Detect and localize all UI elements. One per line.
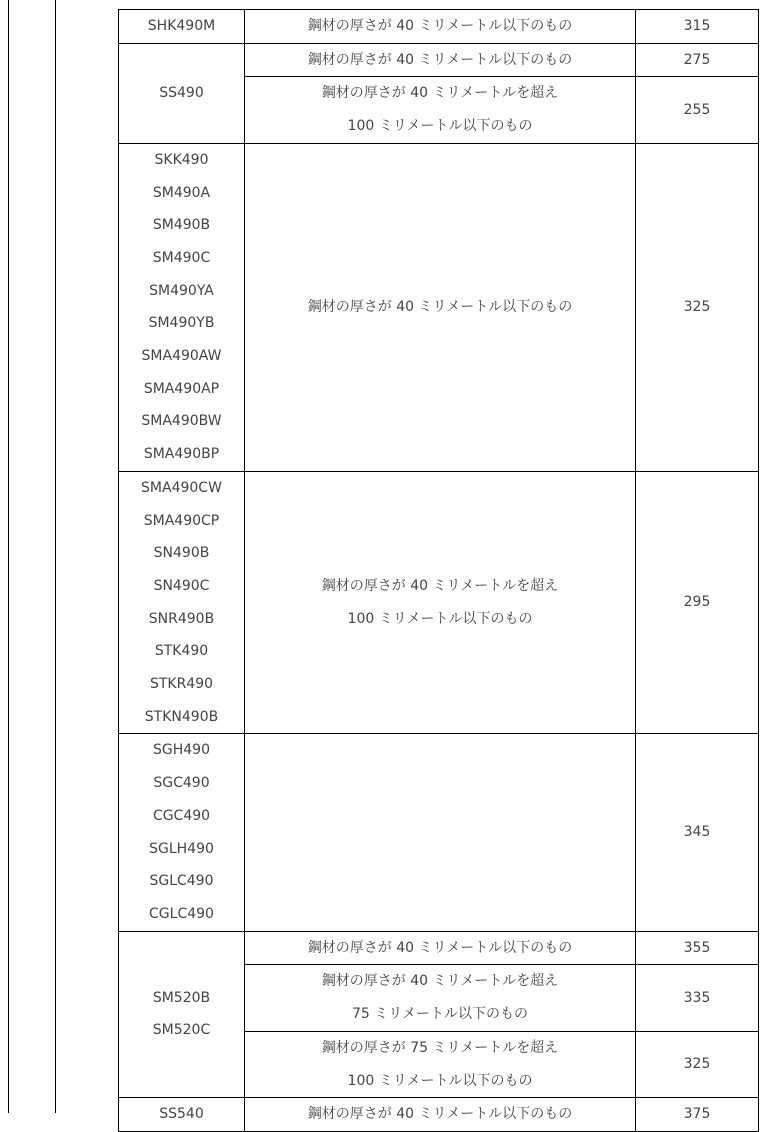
condition-cell bbox=[245, 471, 636, 734]
grade-name: SGLC490 bbox=[149, 873, 214, 890]
grade-name: SMA490BW bbox=[141, 413, 222, 430]
condition-cell bbox=[245, 77, 636, 143]
inner-left-border bbox=[55, 0, 56, 1113]
table-row bbox=[119, 143, 759, 471]
grade-name: SMA490BP bbox=[143, 446, 220, 463]
grade-name: SGC490 bbox=[153, 775, 210, 792]
grade-name: SMA490CW bbox=[141, 479, 222, 496]
condition-cell bbox=[245, 734, 636, 931]
grade-name: STK490 bbox=[154, 643, 209, 660]
condition-cell: 鋼材の厚さが 40 ミリメートル以下のもの bbox=[245, 10, 636, 44]
grade-name: SM520B bbox=[152, 989, 211, 1006]
grade-name: STKN490B bbox=[144, 708, 219, 725]
grade-name: SMA490CP bbox=[143, 512, 220, 529]
condition-line: 100 ミリメートル以下のもの bbox=[347, 118, 533, 135]
grade-name: SKK490 bbox=[154, 151, 209, 168]
condition-cell bbox=[245, 1031, 636, 1097]
grade-name: SM490A bbox=[152, 184, 211, 201]
grade-name: STKR490 bbox=[149, 676, 214, 693]
grade-name: SN490B bbox=[153, 545, 210, 562]
condition-line: 鋼材の厚さが 40 ミリメートルを超え bbox=[321, 85, 559, 102]
table-row bbox=[119, 931, 759, 965]
grade-name: SMA490AW bbox=[141, 348, 222, 365]
grade-cell: SS490 bbox=[119, 43, 245, 143]
table-row bbox=[119, 10, 759, 44]
grade-cell: SS540 bbox=[119, 1098, 245, 1132]
outer-left-border bbox=[8, 0, 9, 1113]
value-cell: 295 bbox=[636, 471, 759, 734]
value-cell: 315 bbox=[636, 10, 759, 44]
grade-name: SM490YA bbox=[149, 282, 214, 299]
condition-cell: 鋼材の厚さが 40 ミリメートル以下のもの bbox=[245, 143, 636, 471]
table-row bbox=[119, 471, 759, 734]
table-row bbox=[119, 43, 759, 77]
grade-name: SM490YB bbox=[148, 315, 215, 332]
grade-cell: SHK490M bbox=[119, 10, 245, 44]
condition-line: 鋼材の厚さが 75 ミリメートルを超え bbox=[321, 1039, 559, 1056]
table-row bbox=[119, 734, 759, 931]
steel-strength-table bbox=[118, 9, 759, 1132]
value-cell: 345 bbox=[636, 734, 759, 931]
value-cell: 325 bbox=[636, 1031, 759, 1097]
grade-name: SNR490B bbox=[148, 610, 215, 627]
grade-cell bbox=[119, 471, 245, 734]
value-cell: 325 bbox=[636, 143, 759, 471]
value-cell: 255 bbox=[636, 77, 759, 143]
grade-name: CGC490 bbox=[152, 807, 211, 824]
condition-cell: 鋼材の厚さが 40 ミリメートル以下のもの bbox=[245, 1098, 636, 1132]
condition-line: 75 ミリメートル以下のもの bbox=[352, 1006, 528, 1023]
grade-name: SM490C bbox=[152, 249, 211, 266]
condition-cell: 鋼材の厚さが 40 ミリメートル以下のもの bbox=[245, 931, 636, 965]
grade-name: SGLH490 bbox=[149, 840, 214, 857]
condition-line: 100 ミリメートル以下のもの bbox=[347, 1072, 533, 1089]
grade-name: CGLC490 bbox=[149, 905, 214, 922]
grade-name: SM490B bbox=[152, 217, 211, 234]
condition-line: 鋼材の厚さが 40 ミリメートルを超え bbox=[321, 577, 559, 594]
condition-line: 100 ミリメートル以下のもの bbox=[347, 610, 533, 627]
grade-name: SM520C bbox=[152, 1022, 211, 1039]
value-cell: 335 bbox=[636, 965, 759, 1031]
value-cell: 375 bbox=[636, 1098, 759, 1132]
condition-cell: 鋼材の厚さが 40 ミリメートル以下のもの bbox=[245, 43, 636, 77]
grade-name: SMA490AP bbox=[143, 380, 220, 397]
condition-cell bbox=[245, 965, 636, 1031]
table-row bbox=[119, 1098, 759, 1132]
grade-cell bbox=[119, 143, 245, 471]
grade-name: SGH490 bbox=[153, 742, 210, 759]
grade-cell bbox=[119, 931, 245, 1098]
grade-name: SN490C bbox=[153, 577, 210, 594]
value-cell: 355 bbox=[636, 931, 759, 965]
grade-cell bbox=[119, 734, 245, 931]
condition-line: 鋼材の厚さが 40 ミリメートルを超え bbox=[321, 973, 559, 990]
value-cell: 275 bbox=[636, 43, 759, 77]
